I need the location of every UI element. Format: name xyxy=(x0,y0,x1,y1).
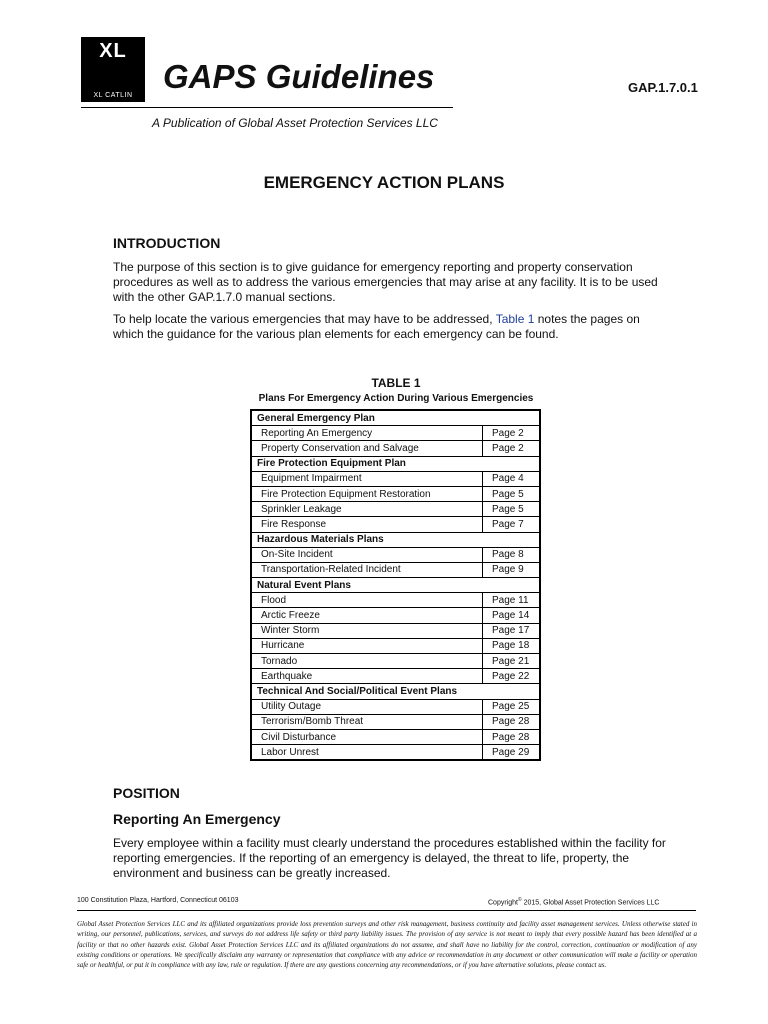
xl-catlin-logo xyxy=(81,37,145,102)
footer-disclaimer: Global Asset Protection Services LLC and its affiliated organizations provide loss prevention surveys and other risk management, business continuity and facility asset management services. Unless otherwise stated in writing, our personnel, publications, services, and surveys do not address life safety or third party liability issues. The provision of any service is not meant to imply that every possible hazard has been identified at a facility or that no other hazards exist. Global Asset Protection Services LLC and its affiliated organizations do not assume, and shall have no liability for the control, correction, continuation or modification of any existing conditions or operations. We specifically disclaim any warranty or representation that compliance with any advice or recommendation in any document or other communication will make a facility or operation safe or healthful, or put it in compliance with any law, rule or regulation. If there are any questions concerning any recommendations, or if you have alternative solutions, please contact us. xyxy=(77,920,697,970)
table-cell-plan: Flood xyxy=(251,593,483,608)
table-cell-plan: Transportation-Related Incident xyxy=(251,562,483,577)
table-cell-page: Page 28 xyxy=(483,729,541,744)
publisher-line: A Publication of Global Asset Protection Services LLC xyxy=(152,116,438,130)
table-cell-page: Page 8 xyxy=(483,547,541,562)
table-cell-plan: Hurricane xyxy=(251,638,483,653)
para2-text-end: notes the pages on which the guidance for the various plan elements for each emergency can be found. xyxy=(113,312,640,341)
table-row xyxy=(251,562,540,577)
table-section-row xyxy=(251,578,540,593)
table-section-row xyxy=(251,456,540,471)
table-cell-page: Page 17 xyxy=(483,623,541,638)
header-rule xyxy=(81,107,453,108)
document-title: EMERGENCY ACTION PLANS xyxy=(263,173,505,192)
table-row xyxy=(251,486,540,501)
logo-text: XL CATLIN xyxy=(93,92,133,99)
table-cell-page: Page 21 xyxy=(483,654,541,669)
table-row xyxy=(251,517,540,532)
table-row xyxy=(251,441,540,456)
table-cell-plan: Reporting An Emergency xyxy=(251,426,483,441)
table-cell-page: Page 11 xyxy=(483,593,541,608)
table-cell-plan: Sprinkler Leakage xyxy=(251,502,483,517)
introduction-paragraph-1: The purpose of this section is to give guidance for emergency reporting and property conservation procedures as well as to address the various emergencies that may arise at any facility. It is to be used with the other GAP.1.7.0 manual sections. xyxy=(113,260,658,304)
table-cell-plan: Terrorism/Bomb Threat xyxy=(251,714,483,729)
table-cell-page: Page 28 xyxy=(483,714,541,729)
position-heading: POSITION xyxy=(113,785,180,801)
table-row xyxy=(251,593,540,608)
table-row xyxy=(251,638,540,653)
table-section-row xyxy=(251,532,540,547)
table-cell-plan: Fire Response xyxy=(251,517,483,532)
table-row xyxy=(251,745,540,761)
table-cell-page: Page 18 xyxy=(483,638,541,653)
footer-address: 100 Constitution Plaza, Hartford, Connecticut 06103 xyxy=(77,897,239,904)
table-cell-plan: Equipment Impairment xyxy=(251,471,483,486)
table-row xyxy=(251,654,540,669)
reporting-paragraph: Every employee within a facility must clearly understand the procedures established within the facility for reporting emergencies. If the reporting of an emergency is delayed, the threat to life, property, the environment and business can be greatly increased. xyxy=(113,836,666,880)
table-row xyxy=(251,714,540,729)
table-row xyxy=(251,502,540,517)
table-cell-plan: On-Site Incident xyxy=(251,547,483,562)
emergency-plans-table xyxy=(250,409,541,761)
table-cell-page: Page 4 xyxy=(483,471,541,486)
copyright-text: 2015, Global Asset Protection Services LLC xyxy=(521,899,660,907)
table-section-heading: Technical And Social/Political Event Plans xyxy=(251,684,540,699)
table-row xyxy=(251,426,540,441)
reporting-subheading: Reporting An Emergency xyxy=(113,811,281,827)
table-section-heading: General Emergency Plan xyxy=(251,410,540,426)
table-section-row xyxy=(251,410,540,426)
table-cell-plan: Earthquake xyxy=(251,669,483,684)
table-subtitle: Plans For Emergency Action During Various Emergencies xyxy=(258,393,534,404)
table-row xyxy=(251,547,540,562)
table-row xyxy=(251,729,540,744)
table-row xyxy=(251,699,540,714)
table-cell-page: Page 2 xyxy=(483,441,541,456)
table-cell-page: Page 29 xyxy=(483,745,541,761)
table-cell-page: Page 14 xyxy=(483,608,541,623)
publication-title: GAPS Guidelines xyxy=(163,58,435,95)
table-section-heading: Natural Event Plans xyxy=(251,578,540,593)
table-1-link[interactable]: Table 1 xyxy=(495,312,535,326)
table-section-heading: Hazardous Materials Plans xyxy=(251,532,540,547)
introduction-paragraph-2 xyxy=(113,312,673,342)
footer-copyright xyxy=(488,897,659,906)
table-cell-page: Page 7 xyxy=(483,517,541,532)
table-section-heading: Fire Protection Equipment Plan xyxy=(251,456,540,471)
table-cell-plan: Arctic Freeze xyxy=(251,608,483,623)
table-cell-plan: Winter Storm xyxy=(251,623,483,638)
table-cell-page: Page 25 xyxy=(483,699,541,714)
table-row xyxy=(251,669,540,684)
table-caption: TABLE 1 xyxy=(371,376,421,390)
table-cell-page: Page 9 xyxy=(483,562,541,577)
table-cell-page: Page 2 xyxy=(483,426,541,441)
document-code: GAP.1.7.0.1 xyxy=(628,80,698,95)
table-cell-page: Page 22 xyxy=(483,669,541,684)
logo-mark: XL xyxy=(99,40,127,62)
table-cell-plan: Property Conservation and Salvage xyxy=(251,441,483,456)
table-cell-page: Page 5 xyxy=(483,502,541,517)
table-row xyxy=(251,623,540,638)
table-cell-plan: Fire Protection Equipment Restoration xyxy=(251,486,483,501)
table-cell-page: Page 5 xyxy=(483,486,541,501)
para2-text-start: To help locate the various emergencies that may have to be addressed, xyxy=(113,312,496,326)
introduction-heading: INTRODUCTION xyxy=(113,235,221,251)
copyright-mark: © xyxy=(517,897,522,903)
table-row xyxy=(251,471,540,486)
table-cell-plan: Tornado xyxy=(251,654,483,669)
copyright-label: Copyright xyxy=(488,899,518,907)
table-cell-plan: Civil Disturbance xyxy=(251,729,483,744)
table-cell-plan: Utility Outage xyxy=(251,699,483,714)
table-section-row xyxy=(251,684,540,699)
table-row xyxy=(251,608,540,623)
footer-rule xyxy=(77,910,696,911)
table-cell-plan: Labor Unrest xyxy=(251,745,483,761)
